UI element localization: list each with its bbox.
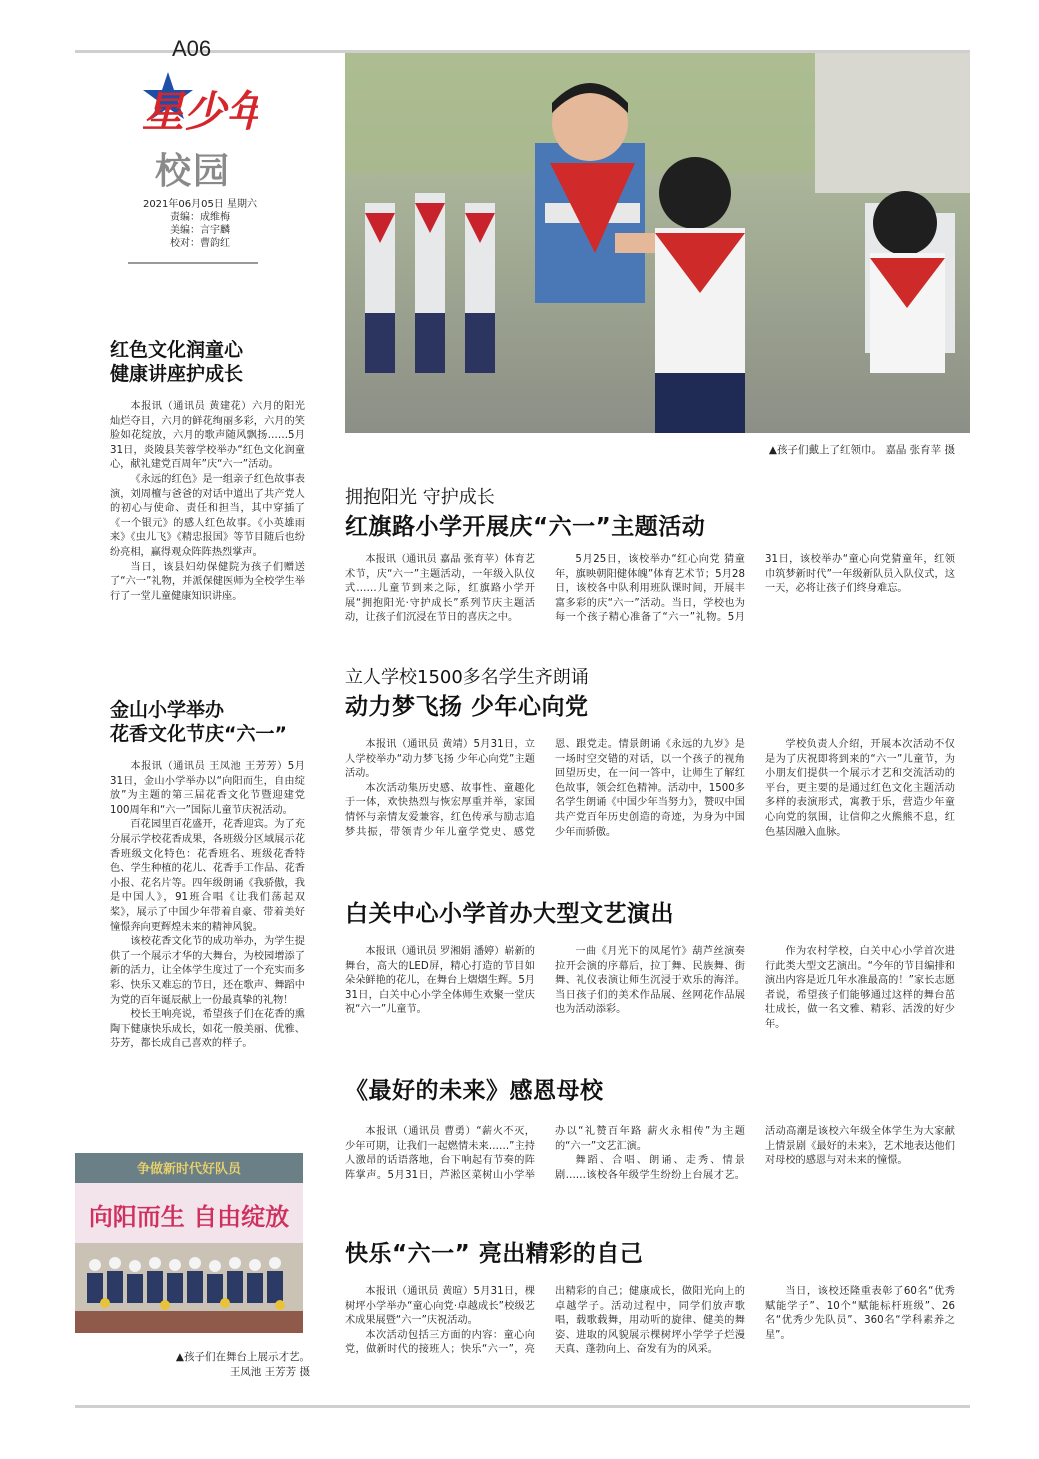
main-photo-caption: ▲孩子们戴上了红领巾。 嘉晶 张育苹 摄 (768, 444, 955, 456)
article-1-title: 红旗路小学开展庆“六一”主题活动 (345, 514, 706, 540)
article-1-body: 本报讯（通讯员 嘉晶 张育苹）体育艺术节，庆“六一”主题活动，一年级入队仪式……儿童节到来之际，红旗路小学开展“拥抱阳光·守护成长”系列节庆主题活动，让孩子们沉浸在节日的喜庆之中。 5月25日，该校举办“红心向党 猜童年，旗映朝阳健体魄”体育艺术节；5月28日，该校各中队利用班队课时间，开展丰富多彩的庆“六一”活动。当日，学校也为每一个孩子精心准备了“六一”礼物。5月31日，该校举办“童心向党猜童年，红领巾筑梦新时代”一年级新队员入队仪式，这一天，必将让孩子们终身难忘。 (345, 554, 955, 624)
article-4-body: 本报讯（通讯员 曹勇）“薪火不灭，少年可期，让我们一起燃情未来……”主持人激昂的话语落地，台下响起有节奏的阵阵掌声。5月31日，芦淞区菜树山小学举办以“礼赞百年路 薪火永相传”为主题的“六一”文艺汇演。 舞蹈、合唱、朗诵、走秀、情景剧……该校各年级学生纷纷上台展才艺。活动高潮是该校六年级全体学生为大家献上情景剧《最好的未来》，艺术地表达他们对母校的感恩与对未来的憧憬。 (345, 1126, 955, 1181)
left-article-1-body: 本报讯（通讯员 黄建花）六月的阳光灿烂夺目，六月的鲜花绚丽多彩，六月的笑脸如花绽放，六月的歌声随风飘扬……5月31日，炎陵县芙蓉学校举办“红色文化润童心，献礼建党百周年”庆“六一”活动。 《永远的红色》是一组亲子红色故事表演，刘周檀与爸爸的对话中道出了共产党人的初心与使命、责任和担当，其中穿插了《一个银元》的感人红色故事。《小英雄雨来》《虫儿飞》《精忠报国》等节目随后也纷纷亮相，赢得观众阵阵热烈掌声。 当日，该县妇幼保健院为孩子们赠送了“六一”礼物，并派保健医师为全校学生举行了一堂儿童健康知识讲座。 (110, 401, 305, 602)
article-4-title: 《最好的未来》感恩母校 (345, 1078, 604, 1104)
main-photo (345, 53, 970, 433)
article-2-body: 本报讯（通讯员 黄靖）5月31日，立人学校举办“动力梦飞扬 少年心向党”主题活动。 本次活动集历史感、故事性、童趣化于一体，欢快热烈与恢宏厚重并举，家国情怀与亲情友爱兼容，红色传承与励志追梦共振，带领青少年儿童学党史、感党恩、跟党走。情景朗诵《永远的九岁》是一场时空交错的对话，以一个孩子的视角回望历史，在一问一答中，让师生了解红色故事，领会红色精神。活动中，1500多名学生朗诵《中国少年当努力》，赞叹中国共产党百年历史创造的奇迹，为身为中国少年而骄傲。 学校负责人介绍，开展本次活动不仅是为了庆祝即将到来的“六一”儿童节，为小朋友们提供一个展示才艺和交流活动的平台，更主要的是通过红色文化主题活动多样的表演形式，寓教于乐，营造少年童心向党的氛围，让信仰之火熊熊不息，红色基因融入血脉。 (345, 739, 955, 838)
article-5-title: 快乐“六一” 亮出精彩的自己 (345, 1241, 644, 1267)
page-number: A06 (172, 36, 212, 61)
masthead-rule (128, 262, 258, 264)
article-5-body: 本报讯（通讯员 黄暄）5月31日，棵树坪小学举办“童心向党·卓越成长”校级艺术成果展暨“六一”庆祝活动。 本次活动包括三方面的内容：童心向党，做新时代的接班人；快乐“六一”，亮出精彩的自己；健康成长，做阳光向上的卓越学子。活动过程中，同学们放声歌唱，载歌载舞，用动听的旋律、健美的舞姿、进取的风貌展示棵树坪小学学子烂漫天真、蓬勃向上、奋发有为的风采。 当日，该校还隆重表彰了60名“优秀赋能学子”、10个“赋能标杆班级”、26名“优秀少先队员”、360名“学科素养之星”。 (345, 1286, 955, 1356)
designer-credit: 美编：言宇麟 (170, 225, 230, 236)
stage-photo (75, 1153, 303, 1333)
left-article-1-headline: 红色文化润童心 健康讲座护成长 (110, 339, 244, 385)
section-name: 校园 (155, 150, 232, 192)
section-logo (138, 66, 258, 146)
article-1-pretitle: 拥抱阳光 守护成长 (345, 487, 495, 508)
article-3-body: 本报讯（通讯员 罗湘娟 潘婷）崭新的舞台，高大的LED屏，精心打造的节目如朵朵鲜艳的花儿，在舞台上熠熠生辉。5月31日，白关中心小学全体师生欢聚一堂庆祝“六一”儿童节。 一曲《月光下的凤尾竹》葫芦丝演奏拉开会演的序幕后，拉丁舞、民族舞、街舞、礼仪表演让师生沉浸于欢乐的海洋。当日孩子们的美术作品展、丝网花作品展也为活动添彩。 作为农村学校，白关中心小学首次进行此类大型文艺演出。“今年的节目编排和演出内容是近几年水准最高的！”家长志愿者说，希望孩子们能够通过这样的舞台茁壮成长，做一名文雅、精彩、活泼的好少年。 (345, 946, 955, 1030)
left-article-2-body: 本报讯（通讯员 王凤池 王芳芳）5月31日，金山小学举办以“向阳而生，自由绽放”为主题的第三届花香文化节暨迎建党100周年和“六一”国际儿童节庆祝活动。 百花园里百花盛开，花香迎宾。为了充分展示学校花香成果，各班级分区域展示花香班级文化特色：花香班名、班级花香特色、学生种植的花儿、花香手工作品、花香小报、花名片等。四年级朗诵《我骄傲，我是中国人》，91班合唱《让我们荡起双桨》，展示了中国少年带着自豪、带着美好憧憬奔向更辉煌未来的精神风貌。 该校花香文化节的成功举办，为学生提供了一个展示才华的大舞台，为校园增添了新的活力，让全体学生度过了一个充实而多彩、快乐又难忘的节日，还在歌声、舞蹈中为党的百年诞辰献上一份最真挚的礼物！ 校长王响亮说，希望孩子们在花香的熏陶下健康快乐成长，如花一般美丽、优雅、芬芳，都长成自己喜欢的样子。 (110, 761, 305, 1050)
stage-banner-text: 争做新时代好队员 (136, 1162, 242, 1177)
issue-date: 2021年06月05日 星期六 (142, 199, 258, 210)
bottom-rule (75, 1405, 970, 1408)
left-article-2-headline: 金山小学举办 花香文化节庆“六一” (110, 699, 287, 745)
article-2-title: 动力梦飞扬 少年心向党 (345, 694, 589, 720)
article-3-title: 白关中心小学首办大型文艺演出 (345, 901, 674, 927)
logo-text: 星少年 (142, 87, 258, 136)
star-logo-icon (138, 66, 258, 146)
article-2-pretitle: 立人学校1500多名学生齐朗诵 (345, 667, 589, 688)
editor-credit: 责编：成维梅 (170, 212, 230, 223)
proofreader-credit: 校对：曹韵红 (170, 238, 230, 249)
stage-photo-caption: ▲孩子们在舞台上展示才艺。 王凤池 王芳芳 摄 (175, 1351, 310, 1378)
stage-slogan-text: 向阳而生 自由绽放 (88, 1202, 290, 1231)
